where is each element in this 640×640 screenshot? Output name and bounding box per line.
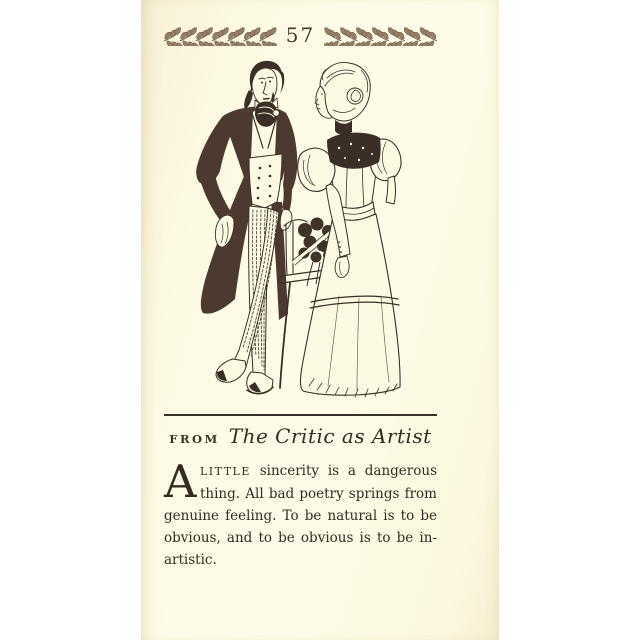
paragraph-line-text: sincerity is a dangerous [259, 463, 437, 479]
laurel-ornament-right-icon [324, 27, 437, 46]
page-number: 57 [285, 23, 316, 47]
paragraph-line: thing. All bad poetry springs from [200, 486, 437, 502]
man-figure [196, 61, 297, 394]
paragraph-line: artistic. [164, 552, 217, 568]
page-header [164, 24, 437, 48]
page-content [164, 0, 437, 571]
paragraph-line: genuine feeling. To be natural is to be [164, 508, 437, 524]
smallcaps-lead: LITTLE [200, 465, 251, 478]
body-paragraph [164, 455, 437, 571]
drop-cap: A [164, 455, 197, 508]
paragraph-line [164, 460, 437, 483]
woman-figure [298, 62, 401, 397]
book-page [141, 0, 499, 640]
caption-from-label: FROM [169, 432, 220, 446]
victorian-couple-illustration [189, 56, 404, 400]
caption-book-title: The Critic as Artist [228, 424, 432, 448]
paragraph-line: obvious, and to be obvious is to be in- [164, 530, 437, 546]
laurel-ornament-left-icon [164, 27, 277, 46]
section-divider-rule [164, 414, 437, 416]
source-caption [164, 424, 437, 452]
